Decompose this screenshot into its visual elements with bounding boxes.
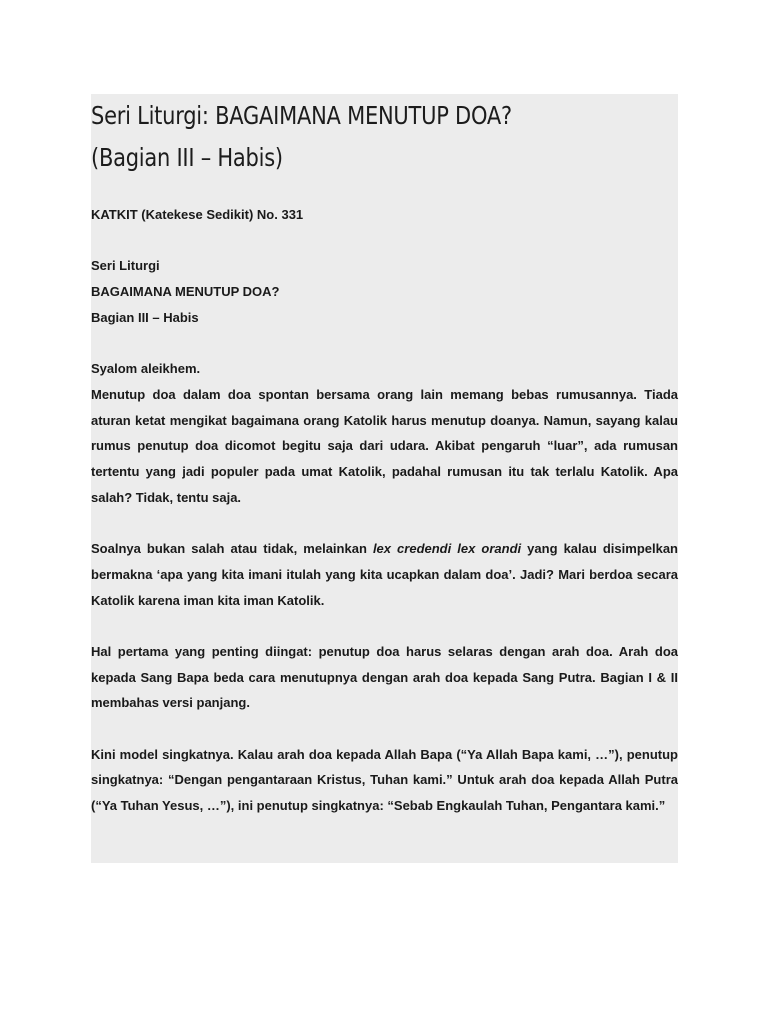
spacer [91, 716, 678, 742]
page-title: Seri Liturgi: BAGAIMANA MENUTUP DOA? (Bagian III – Habis) [91, 101, 512, 172]
spacer [91, 613, 678, 639]
part-line: Bagian III – Habis [91, 309, 199, 325]
greeting: Syalom aleikhem. [91, 361, 201, 377]
spacer [91, 331, 678, 357]
paragraph-2 [91, 536, 678, 613]
paragraph-2-text-start: Soalnya bukan salah atau tidak, melainkan [91, 541, 373, 557]
topic-line: BAGAIMANA MENUTUP DOA? [91, 284, 280, 300]
series-line: Seri Liturgi [91, 258, 160, 274]
latin-phrase: lex credendi lex orandi [372, 541, 522, 557]
spacer [91, 228, 678, 254]
spacer [91, 510, 678, 536]
article-body [91, 202, 678, 819]
paragraph-1: Menutup doa dalam doa spontan bersama orang lain memang bebas rumusannya. Tiada aturan ketat mengikat bagaimana orang Katolik harus menutup doanya. Namun, sayang kalau rumus penutup doa dicomot begitu saja dari udara. Akibat pengaruh “luar”, ada rumusan tertentu yang jadi populer pada umat Katolik, padahal rumusan itu tak terlalu Katolik. Apa salah? Tidak, tentu saja. [91, 386, 678, 505]
paragraph-3: Hal pertama yang penting diingat: penutup doa harus selaras dengan arah doa. Arah doa kepada Sang Bapa beda cara menutupnya dengan arah doa kepada Sang Putra. Bagian I & II membahas versi panjang. [91, 643, 678, 711]
paragraph-4: Kini model singkatnya. Kalau arah doa kepada Allah Bapa (“Ya Allah Bapa kami, …”), penutup singkatnya: “Dengan pengantaraan Kristus, Tuhan kami.” Untuk arah doa kepada Allah Putra (“Ya Tuhan Yesus, …”), ini penutup singkatnya: “Sebab Engkaulah Tuhan, Pengantara kami.” [91, 746, 678, 814]
katkit-line: KATKIT (Katekese Sedikit) No. 331 [91, 207, 304, 222]
paragraph-2-text-end: yang kalau disimpelkan bermakna ‘apa yang kita imani itulah yang kita ucapkan dalam doa’. Jadi? Mari berdoa secara Katolik karena iman kita iman Katolik. [91, 541, 679, 608]
